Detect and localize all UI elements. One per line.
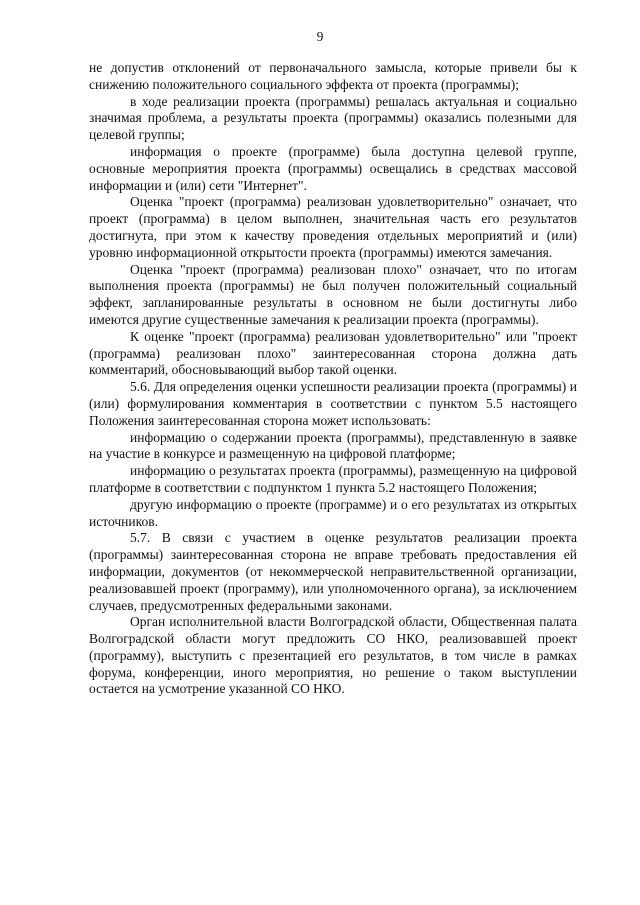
paragraph-list-item: информация о проекте (программе) была доступна целевой группе, основные мероприятия проекта (программы) освещались в средствах массовой информации и (или) сети "Интернет". [89,143,577,193]
document-body [89,60,577,698]
paragraph-list-item: в ходе реализации проекта (программы) решалась актуальная и социально значимая проблема, а результаты проекта (программы) оказались полезными для целевой группы; [89,93,577,143]
paragraph-section-5-6: 5.6. Для определения оценки успешности реализации проекта (программы) и (или) формулирования комментария в соответствии с пунктом 5.5 настоящего Положения заинтересованная сторона может использовать: [89,379,577,428]
paragraph-comment-requirement: К оценке "проект (программа) реализован удовлетворительно" или "проект (программа) реализован плохо" заинтересованная сторона должна дать комментарий, обосновывающий выбор такой оценки. [89,328,577,378]
paragraph-list-item: другую информацию о проекте (программе) и о его результатах из открытых источников. [89,496,577,529]
paragraph-list-item: информацию о результатах проекта (программы), размещенную на цифровой платформе в соответствии с подпунктом 1 пункта 5.2 настоящего Положения; [89,463,577,495]
paragraph-poor-definition: Оценка "проект (программа) реализован плохо" означает, что по итогам выполнения проекта (программы) не был получен положительный социальный эффект, запланированные результаты в основном не были достигнуты либо имеются другие существенные замечания к реализации проекта (программы). [89,261,577,327]
paragraph-satisfactory-definition: Оценка "проект (программа) реализован удовлетворительно" означает, что проект (программа) в целом выполнен, значительная часть его результатов достигнута, при этом к качеству проведения отдельных мероприятий и (или) уровню информационной открытости проекта (программы) имеются замечания. [89,194,577,260]
paragraph-section-5-7: 5.7. В связи с участием в оценке результатов реализации проекта (программы) заинтересованная сторона не вправе требовать предоставления ей информации, документов (от некоммерческой неправительственной организации, реализовавшей проект (программу), или уполномоченного органа), за исключением случаев, предусмотренных федеральными законами. [89,530,577,613]
paragraph-continuation: не допустив отклонений от первоначального замысла, которые привели бы к снижению положительного социального эффекта от проекта (программы); [89,60,577,92]
paragraph-presentation: Орган исполнительной власти Волгоградской области, Общественная палата Волгоградской области могут предложить СО НКО, реализовавшей проект (программу), выступить с презентацией его результатов, в том числе в рамках форума, конференции, иного мероприятия, но решение о таком выступлении остается на усмотрение указанной СО НКО. [89,614,577,697]
paragraph-list-item: информацию о содержании проекта (программы), представленную в заявке на участие в конкурсе и размещенную на цифровой платформе; [89,429,577,462]
page-number: 9 [316,29,324,44]
